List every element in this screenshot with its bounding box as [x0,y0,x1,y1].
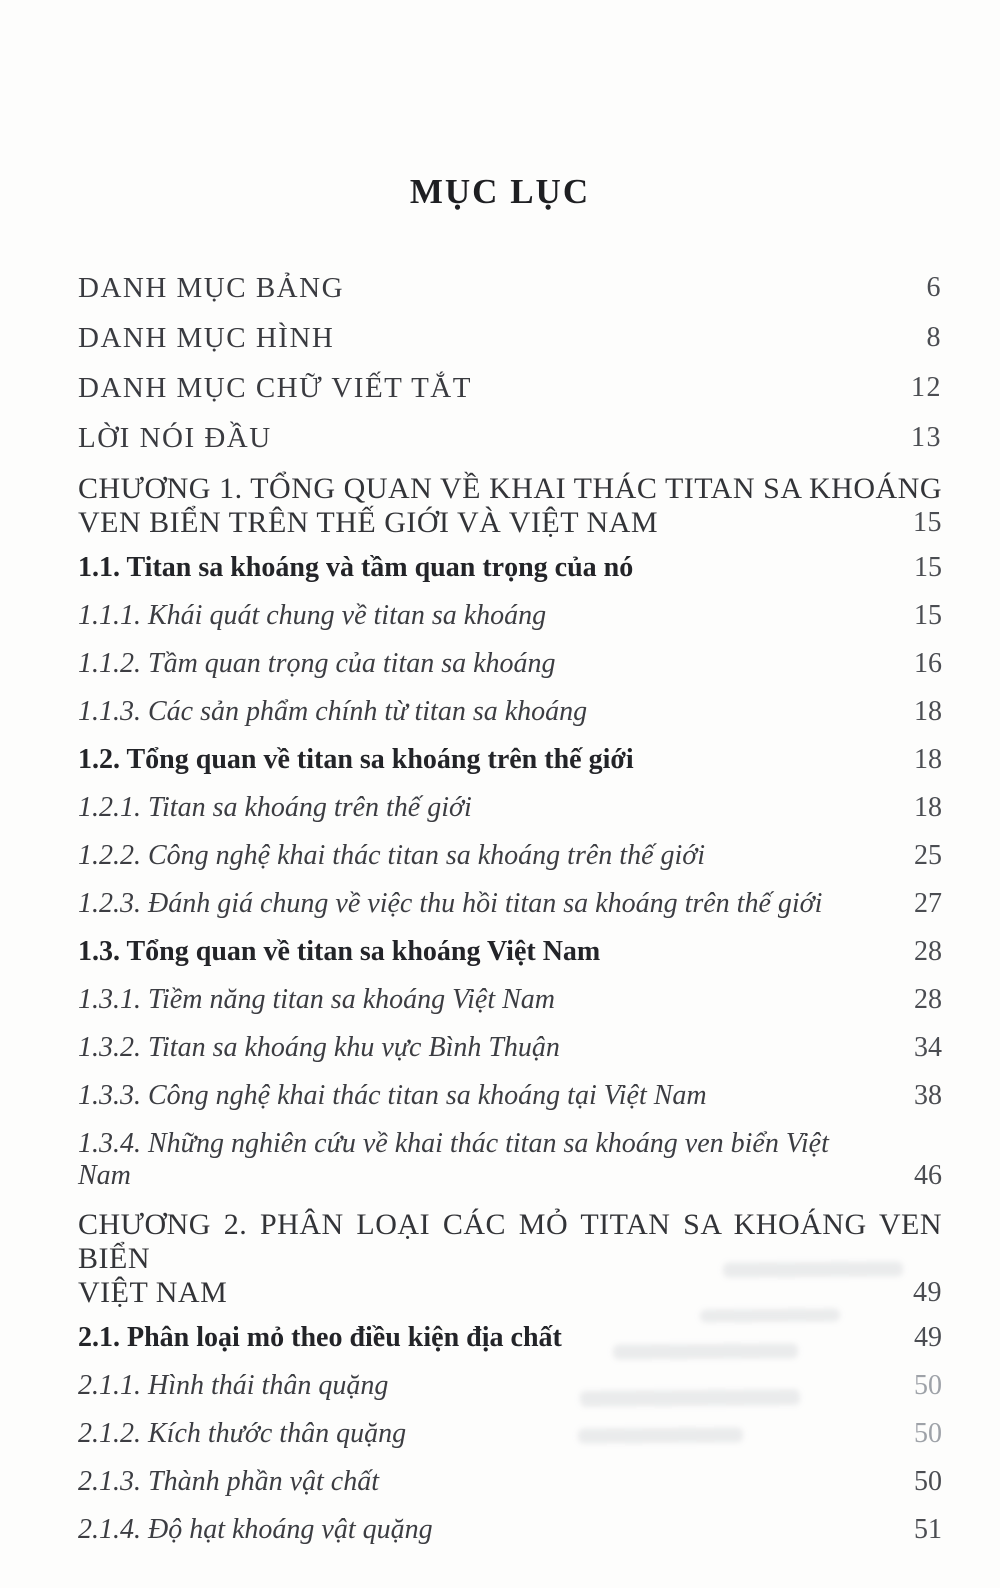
toc-row [78,472,942,540]
toc-page-number: 34 [914,1032,942,1063]
toc-entry-label: 1.2.2. Công nghệ khai thác titan sa khoáng trên thế giới [78,840,705,871]
toc-entry-label: 1.3.1. Tiềm năng titan sa khoáng Việt Nam [78,984,556,1015]
toc-page-number: 27 [914,888,942,919]
toc-page-number: 18 [914,744,942,775]
toc-row [78,1514,942,1546]
toc-row [78,272,942,304]
toc-entry-label: CHƯƠNG 1. TỔNG QUAN VỀ KHAI THÁC TITAN SA KHOÁNG [78,472,942,505]
toc-entry-label: 1.1.3. Các sản phẩm chính từ titan sa khoáng [78,696,588,727]
toc-page-number: 8 [926,322,942,353]
toc-entry-label: VIỆT NAM [78,1276,228,1309]
toc-page-number: 25 [914,840,942,871]
toc-page-number: 28 [914,936,942,967]
toc-row [78,552,942,584]
toc-page-number: 38 [914,1080,942,1111]
toc-entry-label: 1.2. Tổng quan về titan sa khoáng trên thế giới [78,744,634,775]
toc-list [78,272,942,1562]
toc-row [78,372,942,404]
toc-row [78,1032,942,1064]
toc-page-number: 18 [914,792,942,823]
toc-row [78,1208,942,1310]
toc-page-number: 49 [913,1277,942,1308]
bleed-through-mark [700,1309,840,1323]
bleed-through-mark [613,1343,798,1359]
toc-entry-label: DANH MỤC BẢNG [78,272,345,304]
toc-entry-label: DANH MỤC CHỮ VIẾT TẮT [78,372,472,404]
toc-entry-label: 1.3. Tổng quan về titan sa khoáng Việt Nam [78,936,601,967]
toc-row [78,1080,942,1112]
toc-row [78,744,942,776]
toc-entry-label: 1.2.3. Đánh giá chung về việc thu hồi titan sa khoáng trên thế giới [78,888,823,919]
toc-row [78,322,942,354]
toc-page-number: 49 [914,1322,942,1353]
bleed-through-mark [578,1427,743,1443]
toc-entry-label: CHƯƠNG 2. PHÂN LOẠI CÁC MỎ TITAN SA KHOÁNG VEN BIỂN [78,1208,942,1275]
toc-page-number: 18 [914,696,942,727]
toc-page-number: 15 [914,552,942,583]
toc-page-number: 50 [914,1466,942,1497]
bleed-through-mark [580,1389,800,1407]
toc-row [78,888,942,920]
bleed-through-mark [723,1261,903,1277]
toc-page-number: 15 [914,600,942,631]
toc-entry-label: 1.1.2. Tầm quan trọng của titan sa khoáng [78,648,556,679]
toc-entry-label: LỜI NÓI ĐẦU [78,422,272,454]
toc-row [78,696,942,728]
toc-entry-label: 1.2.1. Titan sa khoáng trên thế giới [78,792,472,823]
toc-row [78,984,942,1016]
toc-page-number: 12 [911,372,942,403]
toc-page-number: 46 [914,1160,942,1191]
toc-row [78,1128,942,1192]
toc-entry-label: 2.1.1. Hình thái thân quặng [78,1370,389,1401]
toc-page-number: 13 [911,422,942,453]
toc-row [78,648,942,680]
page-title: MỤC LỤC [409,172,591,211]
toc-entry-label: 2.1.4. Độ hạt khoáng vật quặng [78,1514,433,1545]
toc-entry-label: 1.3.4. Những nghiên cứu về khai thác titan sa khoáng ven biển Việt Nam [78,1128,829,1191]
toc-page-number: 50 [914,1418,942,1449]
toc-entry-label: 2.1.2. Kích thước thân quặng [78,1418,407,1449]
toc-entry-label: 1.1. Titan sa khoáng và tầm quan trọng của nó [78,552,634,583]
toc-entry-label: 2.1. Phân loại mỏ theo điều kiện địa chất [78,1322,562,1353]
toc-page-number: 6 [926,272,942,303]
toc-entry-label: 1.1.1. Khái quát chung về titan sa khoáng [78,600,547,631]
toc-row [78,936,942,968]
toc-page-number: 15 [913,507,942,538]
toc-row [78,422,942,454]
toc-row [78,1418,942,1450]
toc-page-number: 16 [914,648,942,679]
toc-row [78,600,942,632]
toc-entry-label: DANH MỤC HÌNH [78,322,335,354]
toc-entry-label: VEN BIỂN TRÊN THẾ GIỚI VÀ VIỆT NAM [78,506,659,539]
toc-row [78,840,942,872]
toc-row [78,792,942,824]
toc-entry-label: 2.1.3. Thành phần vật chất [78,1466,379,1497]
toc-page-number: 50 [914,1370,942,1401]
toc-page-number: 51 [914,1514,942,1545]
toc-row [78,1322,942,1354]
toc-row [78,1466,942,1498]
toc-entry-label: 1.3.2. Titan sa khoáng khu vực Bình Thuận [78,1032,560,1063]
toc-entry-label: 1.3.3. Công nghệ khai thác titan sa khoáng tại Việt Nam [78,1080,707,1111]
toc-page-number: 28 [914,984,942,1015]
toc-row [78,1370,942,1402]
